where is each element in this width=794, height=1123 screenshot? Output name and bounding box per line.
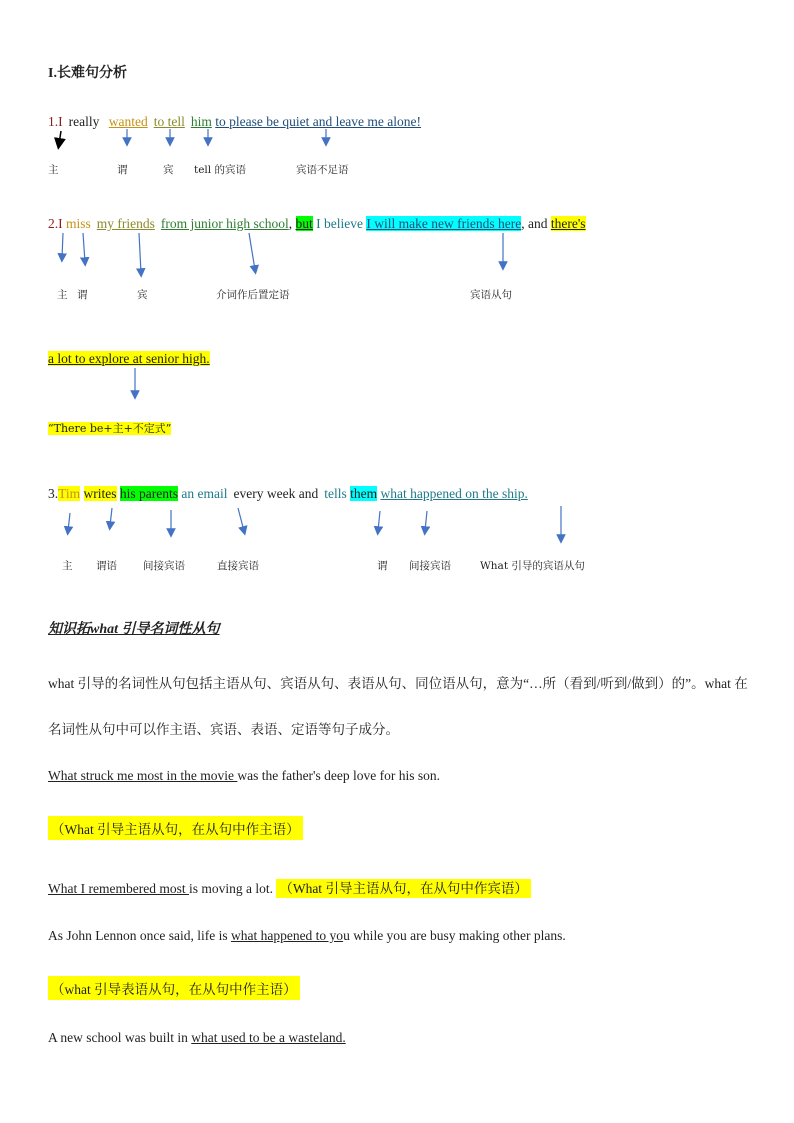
s3-label-indirect-object: 间接宾语 [143, 560, 185, 572]
s1-object-complement-text: to please be quiet and leave me alone! [215, 114, 422, 129]
s3-label-subject: 主 [62, 560, 73, 572]
s2-label-subject: 主 [57, 289, 68, 301]
note-1: （What 引导主语从句，在从句中作主语） [48, 816, 303, 840]
example-3 [48, 928, 566, 944]
s2-word-friends: my friends [96, 216, 155, 231]
s3-label-what-clause: What 引导的宾语从句 [480, 560, 585, 572]
s2-label-prep-phrase: 介词作后置定语 [216, 289, 290, 301]
arrow-s2-predicate [83, 233, 85, 262]
arrow-s1-subject [59, 131, 61, 144]
s2-word-I: I [58, 216, 63, 231]
s2-word-theres: there's [550, 216, 586, 231]
there-be-note-text: “There be+主+不定式” [48, 422, 172, 435]
arrow-s3-direct-object [238, 508, 244, 531]
s1-word-to-tell: to tell [153, 114, 185, 129]
arrow-s2-prep-phrase [249, 233, 255, 270]
example-2 [48, 877, 531, 897]
example-4 [48, 1030, 346, 1046]
s1-word-wanted: wanted [108, 114, 148, 129]
example-3-underlined: what happened to yo [230, 928, 344, 943]
example-2-underlined: What I remembered most [48, 881, 189, 896]
knowledge-heading: 知识拓what 引导名词性从句 [48, 622, 220, 637]
s3-label-predicate: 谓语 [96, 560, 117, 572]
note-3: （what 引导表语从句，在从句中作主语） [48, 976, 300, 1000]
s2-label-object-clause: 宾语从句 [470, 289, 512, 301]
example-4-underlined: what used to be a wasteland. [191, 1030, 346, 1045]
s3-label-direct-object: 直接宾语 [217, 560, 259, 572]
s3-word-them: them [350, 486, 378, 501]
s3-num: 3. [48, 486, 59, 501]
note-2: （What 引导主语从句，在从句中作宾语） [276, 879, 531, 898]
section-title: I.长难句分析 [48, 66, 127, 81]
s2-word-and: , and [521, 216, 548, 231]
s3-word-email: an email [181, 486, 228, 501]
example-1-underlined: What struck me most in the movie [48, 768, 238, 783]
s1-word-I: I [58, 114, 63, 129]
s3-word-every-week-and: every week and [233, 486, 319, 501]
s2-word-miss: miss [66, 216, 91, 231]
s1-label-tell-object: tell 的宾语 [194, 164, 246, 176]
s3-label-predicate-2: 谓 [377, 560, 388, 572]
arrow-s3-subject [68, 513, 70, 531]
example-1-rest: was the father's deep love for his son. [237, 768, 440, 783]
s2-word-believe: I believe [316, 216, 364, 231]
s1-label-object-complement: 宾语不足语 [296, 164, 349, 176]
s1-label-object: 宾 [163, 164, 174, 176]
s2-label-object: 宾 [137, 289, 148, 301]
s2-label-predicate: 谓 [77, 289, 88, 301]
s1-num: 1. [48, 114, 59, 129]
s3-label-indirect-object-2: 间接宾语 [409, 560, 451, 572]
arrow-s3-predicate-2 [378, 511, 380, 531]
s2-comma: , [288, 216, 293, 231]
s2-num: 2. [48, 216, 59, 231]
s1-word-really: really [68, 114, 100, 129]
s3-word-writes: writes [83, 486, 117, 501]
example-2-rest: is moving a lot. [188, 881, 273, 896]
s3-word-tells: tells [324, 486, 347, 501]
s2-continuation-text: a lot to explore at senior high. [48, 351, 210, 366]
s3-word-Tim: Tim [58, 486, 81, 501]
knowledge-paragraph: what 引导的名词性从句包括主语从句、宾语从句、表语从句、同位语从句，意为“…所（看到/听到/做到）的”。what 在名词性从句中可以作主语、宾语、表语、定语等句子成分。 [48, 676, 748, 737]
arrow-s2-object [139, 233, 141, 273]
s2-word-but: but [295, 216, 313, 231]
s2-object-clause: I will make new friends here [366, 216, 522, 231]
s1-word-him: him [190, 114, 212, 129]
s2-word-from-phrase: from junior high school [160, 216, 289, 231]
example-1 [48, 768, 440, 784]
s3-word-parents: his parents [119, 486, 179, 501]
s3-what-clause: what happened on the ship. [380, 486, 528, 501]
s1-label-predicate: 谓 [117, 164, 128, 176]
arrow-s2-subject [62, 233, 63, 258]
example-4-part-a: A new school was built in [48, 1030, 192, 1045]
arrow-s3-predicate [110, 508, 112, 526]
example-3-part-b: u while you are busy making other plans. [343, 928, 566, 943]
arrow-s3-indirect-object-2 [425, 511, 427, 531]
example-3-part-a: As John Lennon once said, life is [48, 928, 231, 943]
s1-label-subject: 主 [48, 164, 59, 176]
